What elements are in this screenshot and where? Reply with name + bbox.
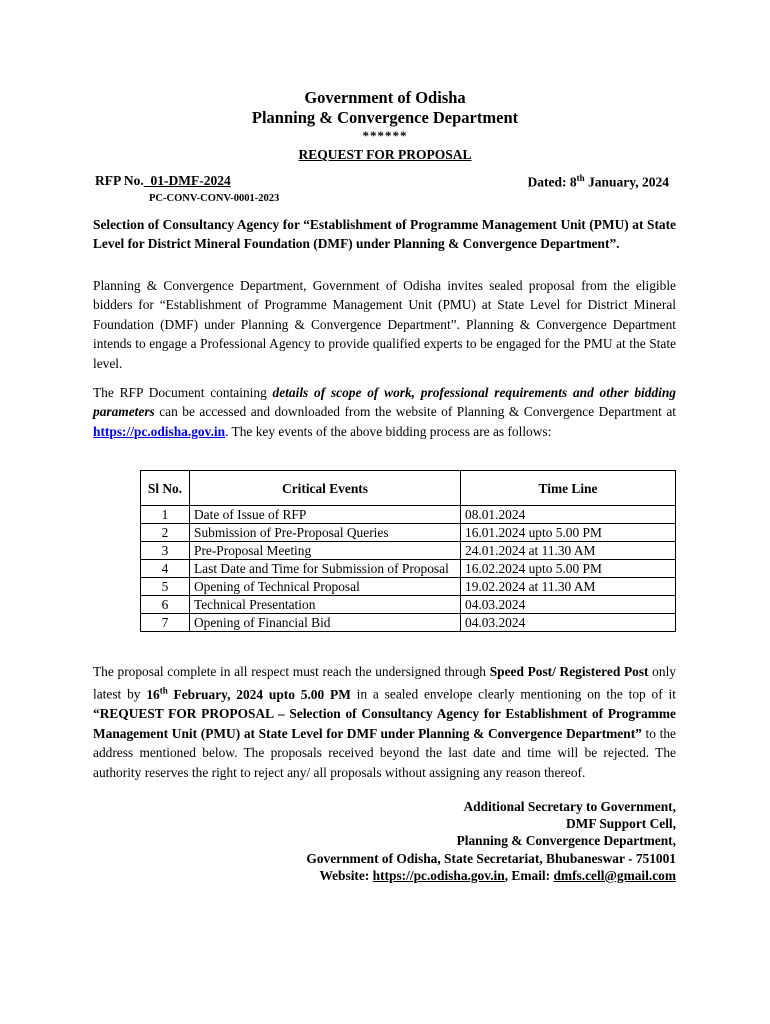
row-sl: 7 (141, 614, 190, 632)
p2-text-3: . The key events of the above bidding process are as follows: (225, 423, 552, 439)
govt-heading: Government of Odisha (304, 88, 466, 107)
row-event: Technical Presentation (190, 596, 461, 614)
p3-text-1: The proposal complete in all respect must reach the undersigned through (93, 664, 490, 679)
p2-text-1: The RFP Document containing (93, 385, 273, 400)
row-time: 08.01.2024 (461, 506, 676, 524)
table-row (141, 524, 676, 542)
department-heading: Planning & Convergence Department (251, 108, 519, 127)
p3-text-4: to the address mentioned below. The proposals received beyond the last date and time will be rejected. The authority reserves the right to reject any/ all proposals without assigning any reason thereof. (93, 725, 676, 780)
email-link[interactable]: dmfs.cell@gmail.com (553, 867, 676, 883)
table-row (141, 560, 676, 578)
row-time: 04.03.2024 (461, 596, 676, 614)
row-event: Opening of Technical Proposal (190, 578, 461, 596)
submission-paragraph (93, 662, 676, 782)
row-event: Date of Issue of RFP (190, 506, 461, 524)
dated (527, 173, 669, 191)
intro-paragraph: Planning & Convergence Department, Government of Odisha invites sealed proposal from the eligible bidders for “Establishment of Programme Management Unit (PMU) at State Level for District Mineral Foundation (DMF) under Planning & Convergence Department”. Planning & Convergence Department intends to engage a Professional Agency to provide qualified experts to be engaged for the PMU at the State level. (93, 278, 676, 371)
signature-block (306, 798, 676, 884)
header-time-line: Time Line (461, 471, 676, 506)
p3-bold-2b: February, 2024 upto 5.00 PM (167, 686, 351, 702)
signature-line-1: Additional Secretary to Government, (463, 799, 676, 814)
row-time: 16.02.2024 upto 5.00 PM (461, 560, 676, 578)
row-time: 04.03.2024 (461, 614, 676, 632)
row-time: 16.01.2024 upto 5.00 PM (461, 524, 676, 542)
row-event: Last Date and Time for Submission of Proposal (190, 560, 461, 578)
row-sl: 4 (141, 560, 190, 578)
table-header-row (141, 471, 676, 506)
dated-sup: th (576, 173, 585, 183)
signature-line-2: DMF Support Cell, (566, 816, 676, 832)
p3-text-2: only latest by (93, 664, 676, 702)
email-label: , Email: (504, 867, 554, 883)
rfp-document-paragraph (93, 383, 676, 441)
row-time: 19.02.2024 at 11.30 AM (461, 578, 676, 596)
row-event: Submission of Pre-Proposal Queries (190, 524, 461, 542)
row-event: Opening of Financial Bid (190, 614, 461, 632)
row-event: Pre-Proposal Meeting (190, 542, 461, 560)
signature-website-link[interactable]: https://pc.odisha.gov.in (372, 867, 505, 883)
table-row (141, 578, 676, 596)
p3-text-3: in a sealed envelope clearly mentioning on the top of it (350, 686, 676, 702)
dated-suffix: January, 2024 (584, 174, 669, 190)
p2-text-2: can be accessed and downloaded from the website of Planning & Convergence Department at (154, 404, 676, 420)
reference-number: PC-CONV-CONV-0001-2023 (149, 193, 280, 204)
signature-line-4: Government of Odisha, State Secretariat, Bhubaneswar - 751001 (306, 850, 676, 866)
rfp-label: RFP No. (95, 173, 144, 188)
row-sl: 6 (141, 596, 190, 614)
row-sl: 1 (141, 506, 190, 524)
website-label: Website: (319, 867, 373, 883)
p3-bold-3: “REQUEST FOR PROPOSAL – Selection of Consultancy Agency for Establishment of Programme Management Unit (PMU) at State Level for DMF under Planning & Convergence Department” (93, 706, 676, 741)
row-sl: 5 (141, 578, 190, 596)
contact-line (306, 867, 676, 884)
p3-bold-1: Speed Post/ Registered Post (489, 664, 649, 679)
header-sl-no: Sl No. (141, 471, 190, 506)
table-row (141, 596, 676, 614)
subject-paragraph: Selection of Consultancy Agency for “Establishment of Programme Management Unit (PMU) at State Level for District Mineral Foundation (DMF) under Planning & Convergence Department”. (93, 217, 676, 252)
p3-bold-2a: 16 (146, 686, 160, 702)
row-sl: 2 (141, 524, 190, 542)
table-row (141, 614, 676, 632)
table-row (141, 506, 676, 524)
header-critical-events: Critical Events (190, 471, 461, 506)
rfp-number (95, 173, 231, 189)
p3-bold-2-sup: th (159, 685, 168, 696)
rfp-number-value: 01-DMF-2024 (143, 173, 231, 188)
row-sl: 3 (141, 542, 190, 560)
dated-prefix: Dated: 8 (527, 174, 577, 190)
p2-emphasis: details of scope of work, professional requirements and other bidding parameters (93, 385, 677, 420)
stars-divider: ****** (362, 128, 408, 143)
website-link[interactable]: https://pc.odisha.gov.in (93, 423, 226, 439)
signature-line-3: Planning & Convergence Department, (456, 833, 676, 849)
document-title: REQUEST FOR PROPOSAL (298, 147, 472, 162)
row-time: 24.01.2024 at 11.30 AM (461, 542, 676, 560)
table-row (141, 542, 676, 560)
critical-events-table (140, 470, 676, 632)
